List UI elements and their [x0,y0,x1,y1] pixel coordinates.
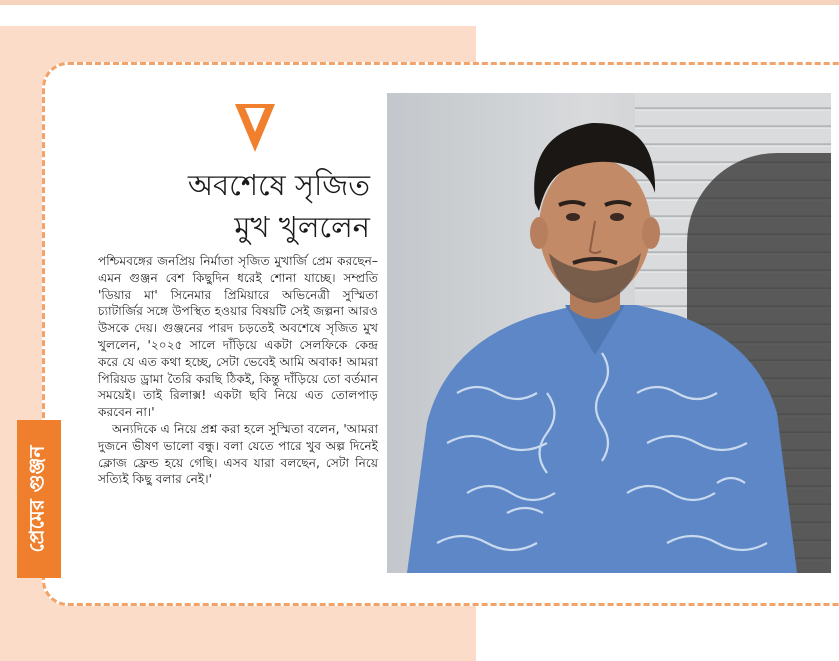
article-paragraph-1: পশ্চিমবঙ্গের জনপ্রিয় নির্মাতা সৃজিত মুখার্জি প্রেম করছেন– এমন গুঞ্জন বেশ কিছুদিন ধরেই শোনা যাচ্ছে। সম্প্রতি 'ডিয়ার মা' সিনেমার প্রিমিয়ারে অভিনেত্রী সুস্মিতা চ্যাটার্জির সঙ্গে উপস্থিত হওয়ার বিষয়টি সেই জল্পনা আরও উসকে দেয়। গুঞ্জনের পারদ চড়তেই অবশেষে সৃজিত মুখ খুললেন, '২০২৫ সালে দাঁড়িয়ে একটা সেলফিকে কেন্দ্র করে যে এত কথা হচ্ছে, সেটা ভেবেই আমি অবাক! আমরা পিরিয়ড ড্রামা তৈরি করছি ঠিকই, কিন্তু দাঁড়িয়ে তো বর্তমান সময়েই। তাই রিলাক্স! একটা ছবি নিয়ে এত তোলপাড় করবেন না।' [98,254,378,420]
article-body [98,253,378,488]
headline [130,164,370,248]
top-strip [0,0,839,5]
section-tab [17,420,61,578]
article-paragraph-2: অন্যদিকে এ নিয়ে প্রশ্ন করা হলে সুস্মিতা বলেন, 'আমরা দুজনে ভীষণ ভালো বন্ধু। বলা যেতে পারে খুব অল্প দিনেই ক্লোজ ফ্রেন্ড হয়ে গেছি। এসব যারা বলছেন, সেটা নিয়ে সত্যিই কিছু বলার নেই।' [98,421,378,487]
down-arrow-icon-inner [245,108,265,132]
section-tab-label: প্রেমের গুঞ্জন [24,445,49,553]
portrait-photo [387,93,831,573]
headline-line-1: অবশেষে সৃজিত [187,168,370,202]
person-illustration [387,93,831,573]
headline-line-2: মুখ খুললেন [234,210,370,244]
